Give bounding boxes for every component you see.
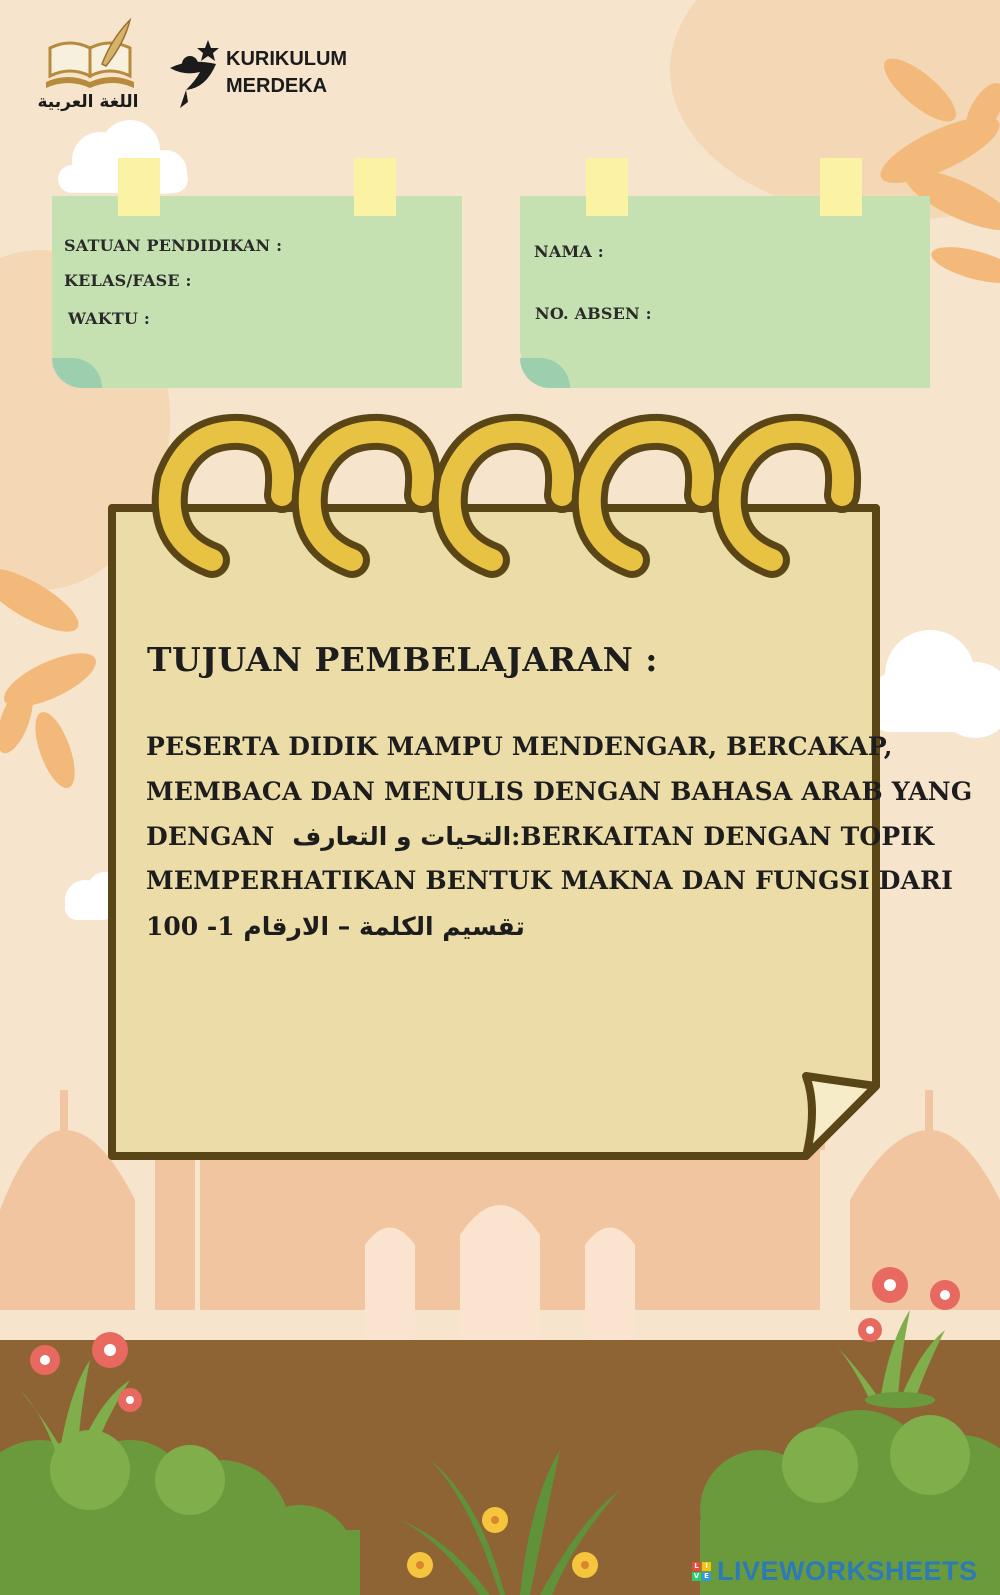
objective-line-5 — [146, 912, 525, 941]
objective-line-3-suffix: :BERKAITAN DENGAN TOPIK — [511, 822, 935, 851]
objective-line-1: PESERTA DIDIK MAMPU MENDENGAR, BERCAKAP, — [146, 732, 893, 761]
waktu-field: WAKTU : — [68, 309, 151, 328]
arabic-logo-text: اللغة العربية — [37, 92, 139, 112]
objective-number-range: 100 -1 — [146, 912, 235, 941]
liveworksheets-logo-icon — [692, 1562, 711, 1581]
km-line1: KURIKULUM — [226, 48, 348, 70]
lw-letter-v: V — [693, 1571, 700, 1580]
lw-letter-i: I — [702, 1562, 711, 1571]
liveworksheets-watermark[interactable] — [692, 1556, 978, 1586]
satuan-pendidikan-field: SATUAN PENDIDIKAN : — [64, 236, 283, 255]
notepad-page-curl — [806, 1076, 876, 1156]
learning-objective-title: TUJUAN PEMBELAJARAN : — [147, 640, 658, 679]
kelas-fase-field: KELAS/FASE : — [64, 271, 192, 290]
no-absen-field: NO. ABSEN : — [535, 304, 652, 323]
objective-subtopic-arabic: تقسيم الكلمة – الارقام — [243, 912, 525, 941]
objective-line-4: MEMPERHATIKAN BENTUK MAKNA DAN FUNGSI DARI — [146, 866, 954, 895]
objective-line-3-prefix: DENGAN — [146, 822, 275, 851]
objective-topic-arabic: التحيات و التعارف — [292, 822, 512, 851]
km-line2: MERDEKA — [226, 75, 328, 97]
lw-letter-l: L — [692, 1562, 701, 1571]
lw-letter-e: E — [702, 1572, 711, 1581]
nama-field: NAMA : — [534, 242, 604, 261]
liveworksheets-text: LIVEWORKSHEETS — [717, 1555, 978, 1586]
objective-line-3 — [146, 822, 934, 851]
objective-line-2: MEMBACA DAN MENULIS DENGAN BAHASA ARAB YANG — [146, 777, 973, 806]
